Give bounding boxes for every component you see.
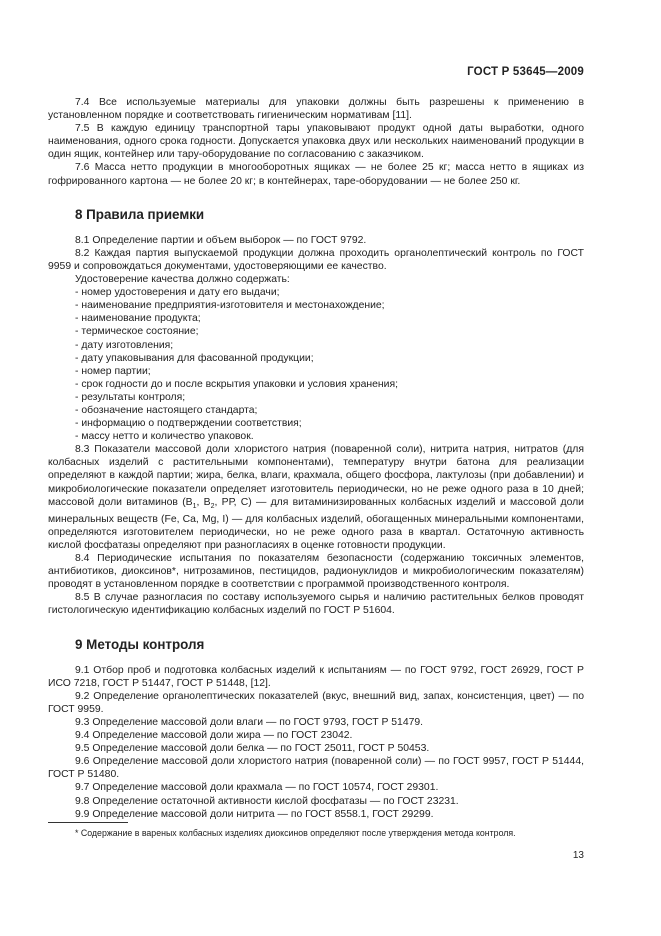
- subscript-1: 1: [192, 502, 197, 510]
- list-item: - термическое состояние;: [75, 326, 199, 338]
- list-item: - номер партии;: [75, 365, 151, 377]
- paragraph-8-3: [48, 443, 584, 552]
- standard-header: ГОСТ Р 53645—2009: [467, 66, 584, 78]
- list-item: - обозначение настоящего стандарта;: [75, 404, 258, 416]
- paragraph-9-1: 9.1 Отбор проб и подготовка колбасных изделий к испытаниям — по ГОСТ 9792, ГОСТ 26929, ГОСТ Р ИСО 7218, ГОСТ Р 51447, ГОСТ Р 51448, [12].: [48, 664, 584, 689]
- page-number: 13: [572, 850, 584, 861]
- paragraph-9-4: 9.4 Определение массовой доли жира — по ГОСТ 23042.: [75, 730, 353, 742]
- paragraph-8-1: 8.1 Определение партии и объем выборок — по ГОСТ 9792.: [75, 234, 367, 246]
- paragraph-8-2: 8.2 Каждая партия выпускаемой продукции должна проходить органолептический контроль по ГОСТ 9959 и сопровождаться документами, удостоверяющими ее качество.: [48, 247, 584, 272]
- list-item: - номер удостоверения и дату его выдачи;: [75, 287, 280, 299]
- subscript-2: 2: [210, 502, 215, 510]
- footnote-divider: [48, 822, 128, 823]
- list-item: - дату изготовления;: [75, 339, 174, 351]
- footnote: * Содержание в вареных колбасных изделиях диоксинов определяют после утверждения метода контроля.: [75, 828, 516, 838]
- list-item: - информацию о подтверждении соответствия;: [75, 418, 302, 430]
- section-8-title: 8 Правила приемки: [75, 206, 205, 222]
- paragraph-9-8: 9.8 Определение остаточной активности кислой фосфатазы — по ГОСТ 23231.: [75, 795, 459, 807]
- section-9-title: 9 Методы контроля: [75, 636, 205, 652]
- list-item: - наименование предприятия-изготовителя и местонахождение;: [75, 300, 385, 312]
- document-body: [48, 96, 584, 821]
- paragraph-8-3-part-c: , РР, С) — для витаминизированных колбасных изделий и массовой доли минеральных веществ (Fe, Ca, Mg, I) — для колбасных изделий, обогащенных минеральными компонентами, определяются изготовителем периодически, но не реже одного раза в квартал. Остаточную активность кислой фосфатазы определяют при разногласиях в оценке готовности продукции.: [48, 496, 584, 551]
- paragraph-9-9: 9.9 Определение массовой доли нитрита — по ГОСТ 8558.1, ГОСТ 29299.: [75, 808, 434, 820]
- paragraph-7-4: 7.4 Все используемые материалы для упаковки должны быть разрешены к применению в установленном порядке и соответствовать гигиеническим нормативам [11].: [48, 97, 584, 122]
- paragraph-8-4: 8.4 Периодические испытания по показателям безопасности (содержанию токсичных элементов, антибиотиков, диоксинов*, нитрозаминов, пестицидов, радионуклидов и микробиологическим показателям) проводят в установленном порядке в соответствии с программой производственного контроля.: [48, 553, 584, 591]
- paragraph-9-6: 9.6 Определение массовой доли хлористого натрия (поваренной соли) — по ГОСТ 9957, ГОСТ Р 51444, ГОСТ Р 51480.: [48, 756, 584, 781]
- paragraph-8-3-part-a: 8.3 Показатели массовой доли хлористого натрия (поваренной соли), нитрита натрия, нитратов (для колбасных изделий с растительными компонентами), температуру внутри батона для реализации определяют в каждой партии; жира, белка, влаги, крахмала, общего фосфора, лактулозы (при добавлении) и микробиологические показатели определяет изготовитель периодически, но не реже одного раза в 10 дней; массовой доли витаминов (В: [48, 444, 584, 508]
- list-item: - дату упаковывания для фасованной продукции;: [75, 352, 314, 364]
- list-item: - массу нетто и количество упаковок.: [75, 431, 254, 443]
- paragraph-8-3-part-b: , В: [196, 496, 211, 508]
- cert-intro: Удостоверение качества должно содержать:: [75, 274, 290, 286]
- paragraph-9-2: 9.2 Определение органолептических показателей (вкус, внешний вид, запах, консистенция, цвет) — по ГОСТ 9959.: [48, 690, 584, 715]
- paragraph-9-5: 9.5 Определение массовой доли белка — по ГОСТ 25011, ГОСТ Р 50453.: [75, 743, 430, 755]
- list-item: - срок годности до и после вскрытия упаковки и условия хранения;: [75, 378, 398, 390]
- paragraph-7-6: 7.6 Масса нетто продукции в многооборотных ящиках — не более 25 кг; масса нетто в ящиках из гофрированного картона — не более 20 кг; в контейнерах, таре-оборудовании — не более 250 кг.: [48, 162, 584, 187]
- paragraph-9-7: 9.7 Определение массовой доли крахмала — по ГОСТ 10574, ГОСТ 29301.: [75, 782, 439, 794]
- paragraph-7-5: 7.5 В каждую единицу транспортной тары упаковывают продукт одной даты выработки, одного наименования, одного срока годности. Допускается упаковка двух или нескольких наименований продукции в один ящик, контейнер или тару-оборудование по согласованию с заказчиком.: [48, 123, 584, 161]
- list-item: - наименование продукта;: [75, 313, 201, 325]
- paragraph-8-5: 8.5 В случае разногласия по составу используемого сырья и наличию растительных белков проводят гистологическую идентификацию колбасных изделий по ГОСТ Р 51604.: [48, 592, 584, 617]
- paragraph-9-3: 9.3 Определение массовой доли влаги — по ГОСТ 9793, ГОСТ Р 51479.: [75, 717, 424, 729]
- list-item: - результаты контроля;: [75, 391, 186, 403]
